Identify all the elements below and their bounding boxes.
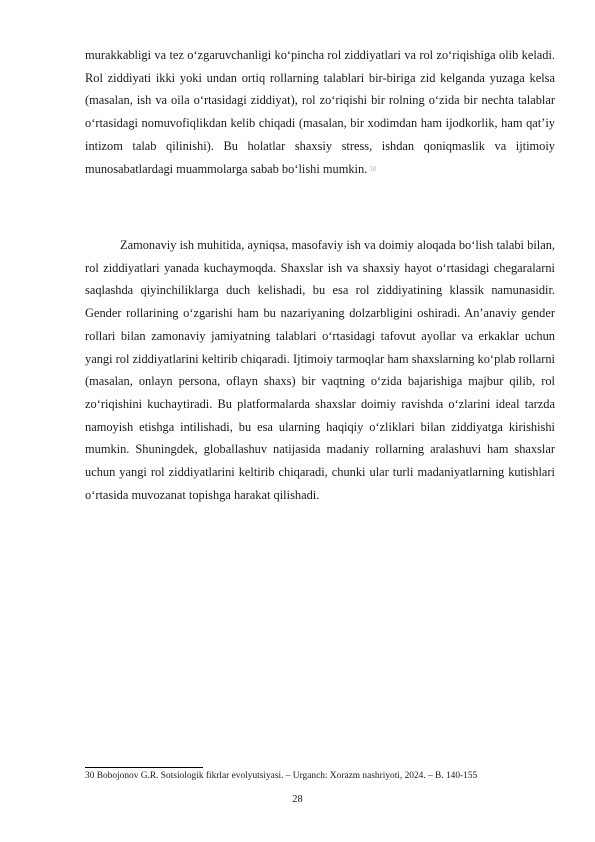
footnote-reference[interactable]: 30 xyxy=(369,164,377,173)
footnote-divider xyxy=(85,767,203,768)
page-number: 28 xyxy=(292,794,303,805)
footnote: 30 Bobojonov G.R. Sotsiologik fikrlar evolyutsiyasi. – Urganch: Xorazm nashriyoti, 2024. – B. 140-155 xyxy=(85,771,478,781)
paragraph-2-text: Zamonaviy ish muhitida, ayniqsa, masofaviy ish va doimiy aloqada boʻlish talabi bilan, rol ziddiyatlari yanada kuchaymoqda. Shaxslar ish va shaxsiy hayot oʻrtasidagi chegaralarni saqlashda qiyinchiliklarga duch kelishadi, bu esa rol ziddiyatining klassik namunasidir. Gender rollarining oʻzgarishi ham bu nazariyaning dolzarbligini oshiradi. Anʼanaviy gender rollari bilan zamonaviy jamiyatning talablari oʻrtasidagi tafovut ayollar va erkaklar uchun yangi rol ziddiyatlarini keltirib chiqaradi. Ijtimoiy tarmoqlar ham shaxslarning koʻplab rollarni (masalan, onlayn persona, oflayn shaxs) bir vaqtning oʻzida bajarishiga majbur qilib, rol zoʻriqishini kuchaytiradi. Bu platformalarda shaxslar doimiy ravishda oʻzlarini ideal tarzda namoyish etishga intilishadi, bu esa ularning haqiqiy oʻzliklari bilan ziddiyatga kirishishi mumkin. Shuningdek, globallashuv natijasida madaniy rollarning aralashuvi ham shaxslar uchun yangi rol ziddiyatlarini keltirib chiqaradi, chunki ular turli madaniyatlarning kutishlari oʻrtasida muvozanat topishga harakat qilishadi. xyxy=(85,238,555,502)
paragraph-1-text: murakkabligi va tez oʻzgaruvchanligi koʻpincha rol ziddiyatlari va rol zoʻriqishiga olib keladi. Rol ziddiyati ikki yoki undan ortiq rollarning talablari bir-biriga zid kelganda yuzaga kelsa (masalan, ish va oila oʻrtasidagi ziddiyat), rol zoʻriqishi bir rolning oʻzida bir nechta talablar oʻrtasidagi nomuvofiqlikdan kelib chiqadi (masalan, bir xodimdan ham ijodkorlik, ham qatʼiy intizom talab qilinishi). Bu holatlar shaxsiy stress, ishdan qoniqmaslik va ijtimoiy munosabatlardagi muammolarga sabab boʻlishi mumkin. xyxy=(85,48,555,176)
paragraph-1 xyxy=(85,44,555,180)
paragraph-2 xyxy=(85,234,555,506)
